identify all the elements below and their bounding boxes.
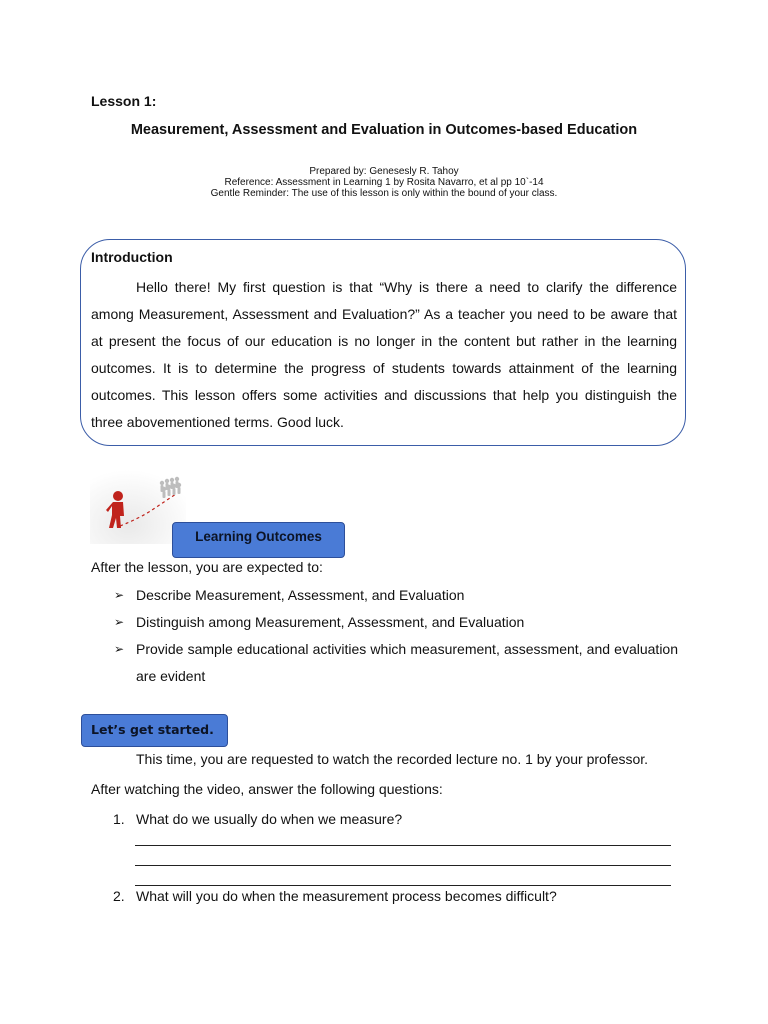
answer-line[interactable] xyxy=(135,865,671,866)
question-number: 1. xyxy=(113,811,125,827)
learning-outcomes-label: Learning Outcomes xyxy=(172,522,345,558)
lesson-title: Measurement, Assessment and Evaluation in Outcomes-based Education xyxy=(130,122,638,138)
instruction-text: After watching the video, answer the following questions: xyxy=(91,781,443,797)
outcome-item xyxy=(114,582,678,609)
outcome-item xyxy=(114,609,678,636)
outcome-item xyxy=(114,636,678,690)
answer-line[interactable] xyxy=(135,845,671,846)
get-started-label: Let’s get started. xyxy=(81,714,228,747)
arrow-bullet-icon: ➢ xyxy=(114,642,125,656)
introduction-heading: Introduction xyxy=(91,249,173,265)
question-text: What will you do when the measurement process becomes difficult? xyxy=(136,888,557,904)
prepared-by: Prepared by: Genesesly R. Tahoy xyxy=(309,166,459,177)
gentle-reminder: Gentle Reminder: The use of this lesson is only within the bound of your class. xyxy=(210,188,558,199)
outcome-text: Describe Measurement, Assessment, and Evaluation xyxy=(136,587,465,603)
instruction-text: This time, you are requested to watch the recorded lecture no. 1 by your professor. xyxy=(136,751,649,767)
introduction-body: Hello there! My first question is that “Why is there a need to clarify the difference among Measurement, Assessment and Evaluation?” As a teacher you need to be aware that at present the focus of our education is no longer in the content but rather in the learning outcomes. It is to determine the progress of students towards attainment of the learning outcomes. This lesson offers some activities and discussions that help you distinguish the three abovementioned terms. Good luck. xyxy=(91,279,677,430)
credits-block xyxy=(0,166,768,199)
outcome-text: Distinguish among Measurement, Assessment, and Evaluation xyxy=(136,614,525,630)
question-number: 2. xyxy=(113,888,125,904)
lesson-label: Lesson 1: xyxy=(91,93,157,109)
question-text: What do we usually do when we measure? xyxy=(136,811,403,827)
outcomes-lead: After the lesson, you are expected to: xyxy=(91,559,323,575)
reference: Reference: Assessment in Learning 1 by Rosita Navarro, et al pp 10`-14 xyxy=(224,177,544,188)
arrow-bullet-icon: ➢ xyxy=(114,588,125,602)
outcome-text: Provide sample educational activities which measurement, assessment, and evaluation are evident xyxy=(136,641,678,684)
answer-line[interactable] xyxy=(135,885,671,886)
arrow-bullet-icon: ➢ xyxy=(114,615,125,629)
